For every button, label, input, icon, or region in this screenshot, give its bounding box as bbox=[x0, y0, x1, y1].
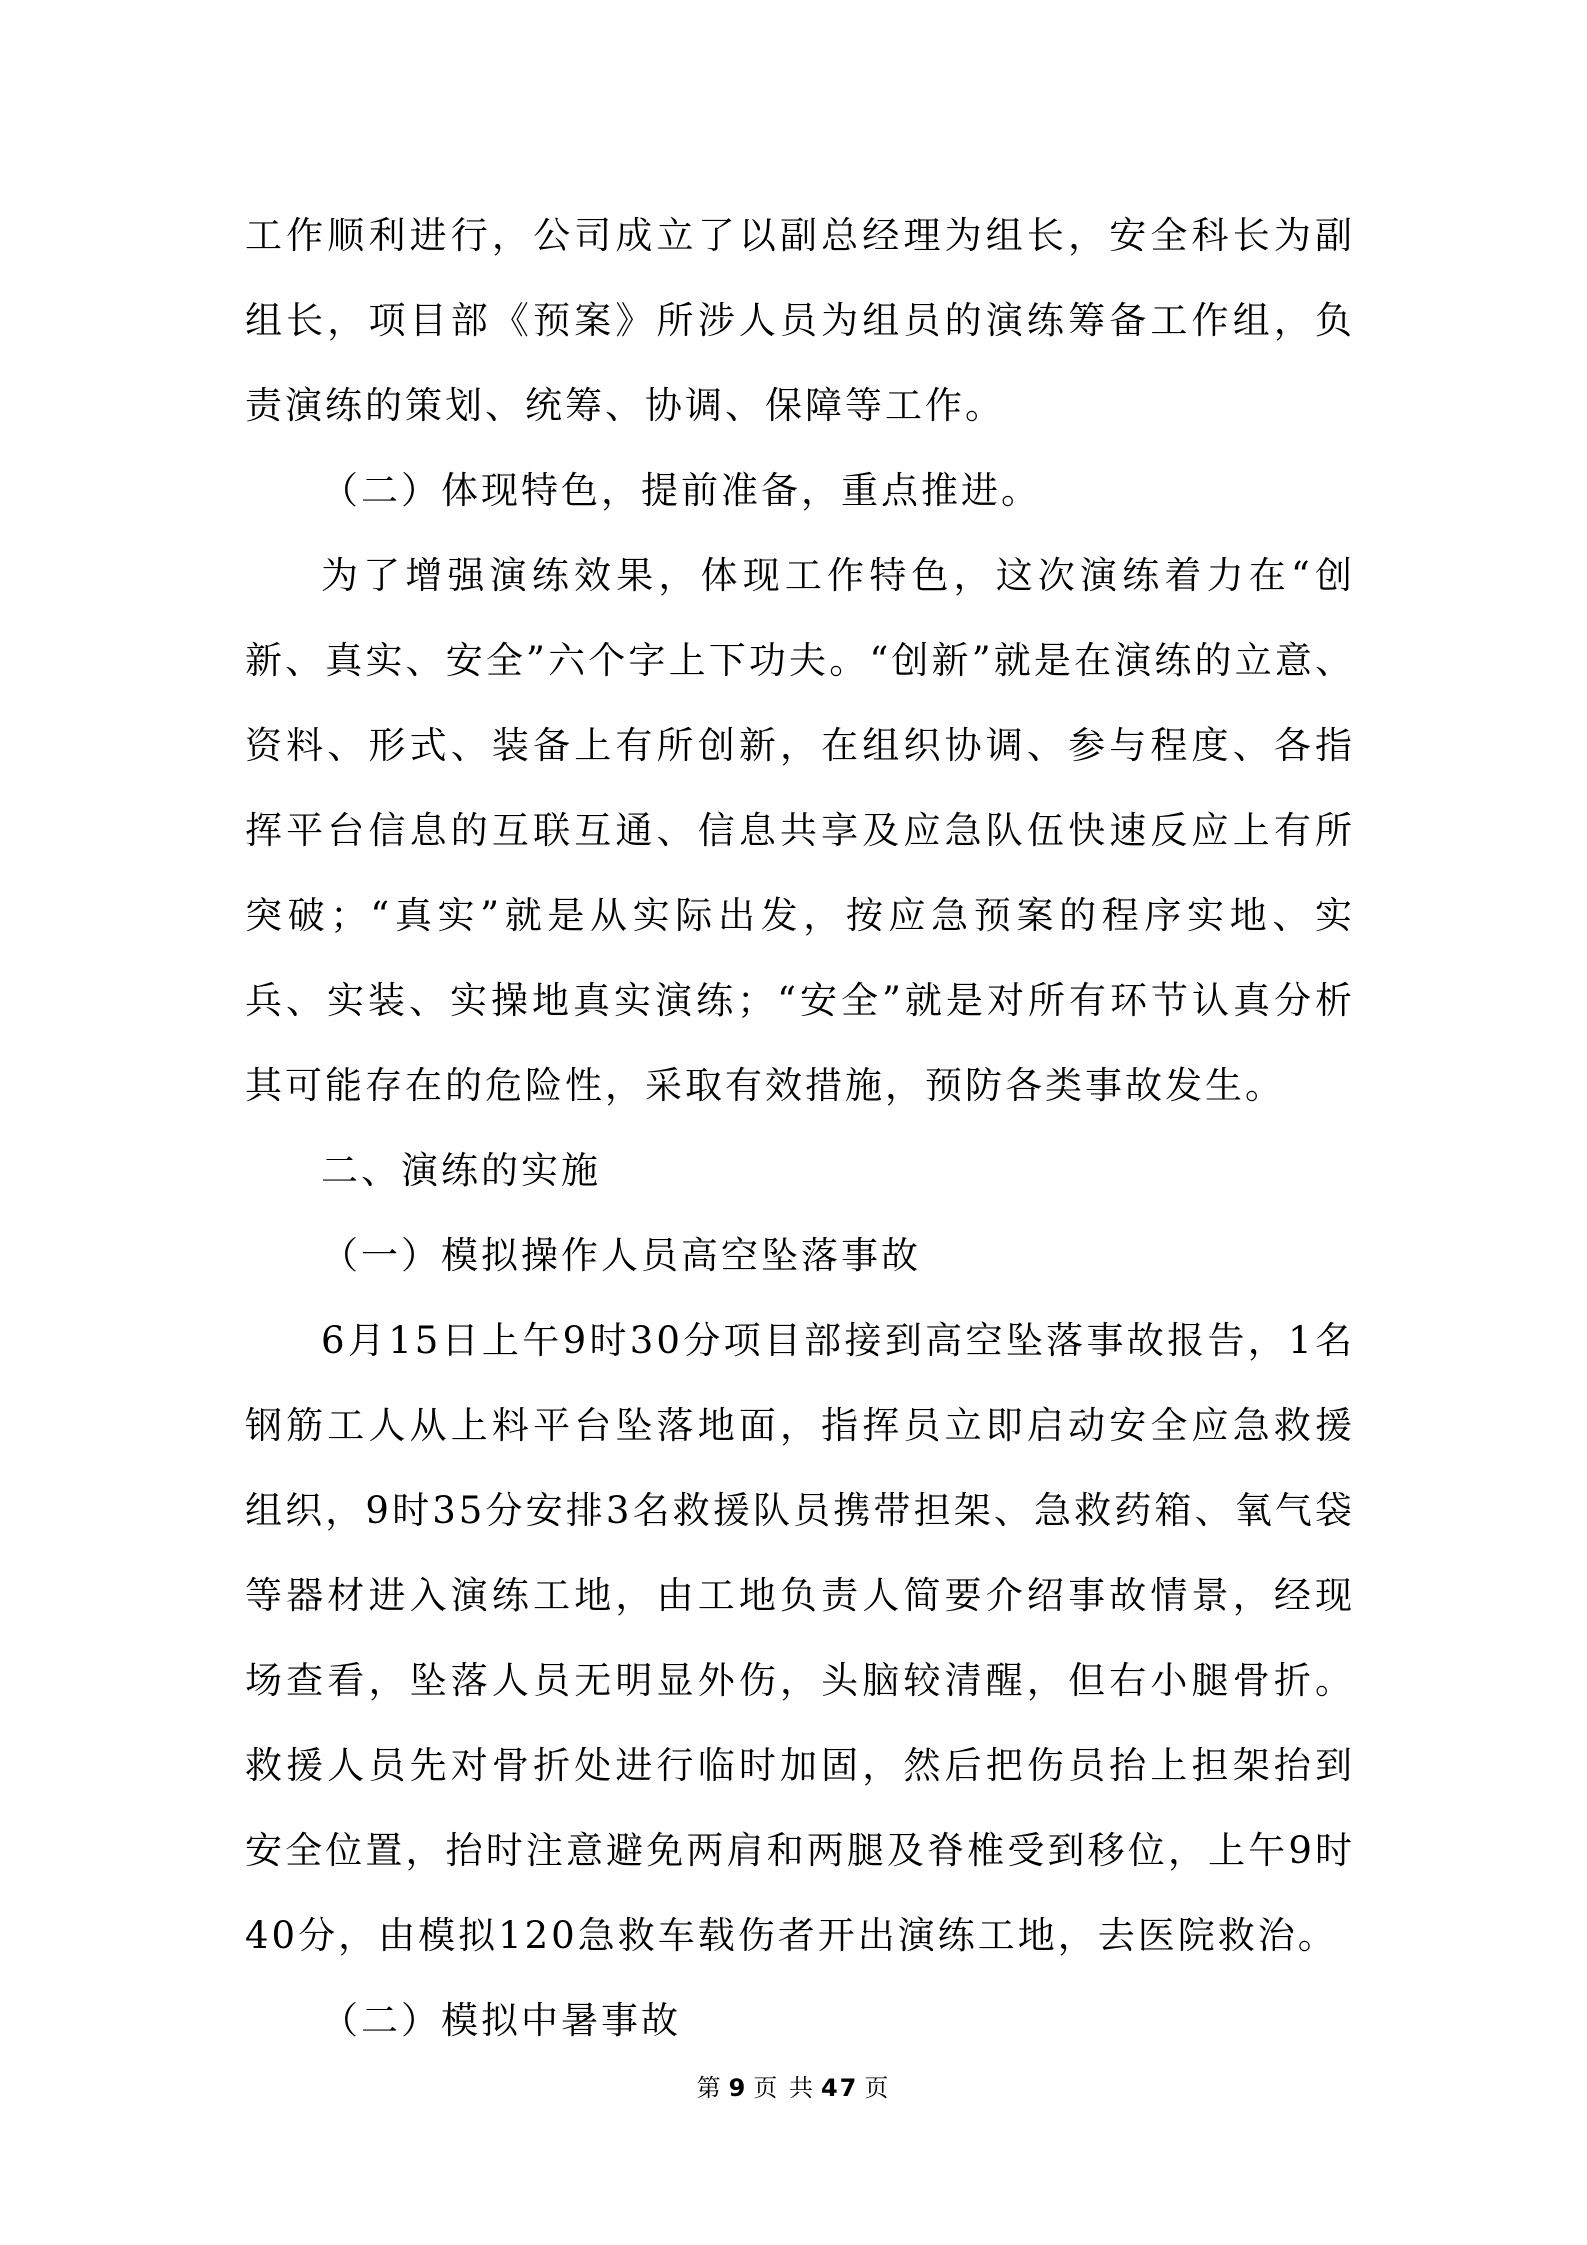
footer-page-number: 9 bbox=[728, 2074, 748, 2102]
page-footer bbox=[0, 2068, 1587, 2103]
footer-suffix: 页 bbox=[864, 2074, 891, 2102]
footer-middle: 页 共 bbox=[753, 2074, 815, 2102]
paragraph-intro-continued: 工作顺利进行，公司成立了以副总经理为组长，安全科长为副组长，项目部《预案》所涉人员为组员的演练筹备工作组，负责演练的策划、统筹、协调、保障等工作。 bbox=[245, 214, 1355, 427]
subheading-fall-accident: （一）模拟操作人员高空坠落事故 bbox=[321, 1234, 921, 1277]
subheading-heatstroke-accident: （二）模拟中暑事故 bbox=[321, 1999, 681, 2042]
section-heading-drill-implementation: 二、演练的实施 bbox=[321, 1149, 601, 1192]
paragraph-innovation-reality-safety: 为了增强演练效果，体现工作特色，这次演练着力在“创新、真实、安全”六个字上下功夫。“创新”就是在演练的立意、资料、形式、装备上有所创新，在组织协调、参与程度、各指挥平台信息的互联互通、信息共享及应急队伍快速反应上有所突破；“真实”就是从实际出发，按应急预案的程序实地、实兵、实装、实操地真实演练；“安全”就是对所有环节认真分析其可能存在的危险性，采取有效措施，预防各类事故发生。 bbox=[245, 554, 1355, 1107]
document-body bbox=[245, 193, 1355, 2063]
footer-prefix: 第 bbox=[696, 2074, 723, 2102]
subheading-features-preparation: （二）体现特色，提前准备，重点推进。 bbox=[321, 469, 1041, 512]
paragraph-fall-accident-details: 6月15日上午9时30分项目部接到高空坠落事故报告，1名钢筋工人从上料平台坠落地面，指挥员立即启动安全应急救援组织，9时35分安排3名救援队员携带担架、急救药箱、氧气袋等器材进入演练工地，由工地负责人简要介绍事故情景，经现场查看，坠落人员无明显外伤，头脑较清醒，但右小腿骨折。救援人员先对骨折处进行临时加固，然后把伤员抬上担架抬到安全位置，抬时注意避免两肩和两腿及脊椎受到移位，上午9时40分，由模拟120急救车载伤者开出演练工地，去医院救治。 bbox=[245, 1319, 1355, 1957]
footer-total-pages: 47 bbox=[820, 2074, 859, 2102]
